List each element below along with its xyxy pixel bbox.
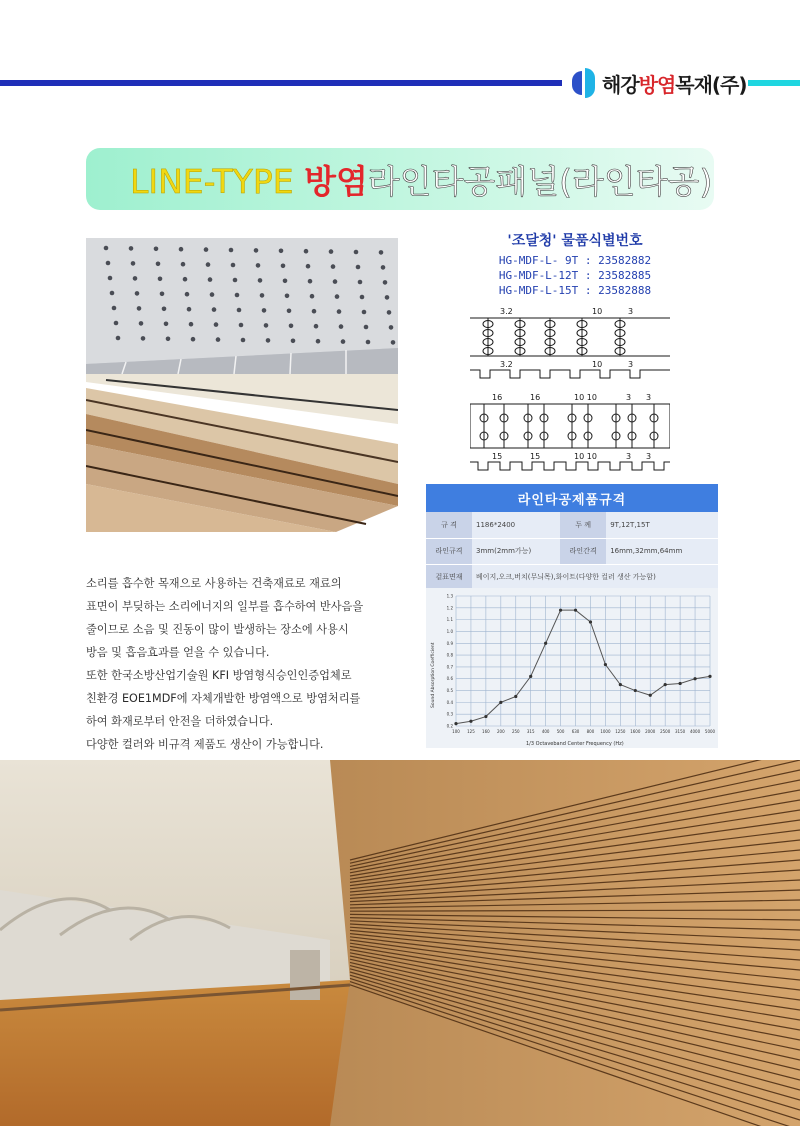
spec-table-title: 라인타공제품규격 [426, 484, 718, 512]
perforation-hole [106, 261, 111, 266]
chart-data-point [634, 689, 637, 692]
perforation-hole [383, 280, 388, 285]
chart-x-tick: 250 [511, 729, 520, 734]
perforation-hole [337, 309, 342, 314]
perforation-hole [237, 308, 242, 313]
diagram-label-low-a: 15 [492, 452, 503, 461]
product-id-12t: HG-MDF-L-12T : 23582885 [498, 269, 652, 282]
company-logo-icon [572, 68, 596, 98]
chart-y-tick: 0.4 [446, 699, 453, 705]
perforation-hole [254, 248, 259, 253]
chart-data-point [604, 663, 607, 666]
chart-data-point [529, 675, 532, 678]
perforation-hole [212, 307, 217, 312]
perforation-hole [341, 339, 346, 344]
company-name-suffix: 목재(주) [675, 72, 747, 97]
chart-x-tick: 800 [586, 729, 595, 734]
panel-profile-diagram [470, 304, 670, 480]
diagram-label-bot-c: 10 10 [574, 393, 597, 402]
description-line: 소리를 흡수한 목재으로 사용하는 건축재료로 재료의 [86, 577, 342, 590]
diagram-label-top-a: 3.2 [500, 307, 513, 316]
perforation-hole [356, 265, 361, 270]
chart-x-tick: 125 [467, 729, 475, 734]
description-line: 방음 및 흡음효과를 얻을 수 있습니다. [86, 646, 270, 659]
chart-data-point [693, 677, 696, 680]
spec-value: 베이지,오크,버치(무늬목),화이트(다양한 컬러 생산 가능함) [472, 564, 718, 590]
perforation-hole [260, 293, 265, 298]
perforation-hole [162, 307, 167, 312]
diagram-label-top-b: 10 [592, 307, 603, 316]
perforation-hole [229, 248, 234, 253]
chart-x-tick: 1250 [615, 729, 626, 734]
spec-key: 겉표면재 [426, 564, 472, 590]
chart-x-tick: 2000 [645, 729, 656, 734]
perforation-hole [339, 324, 344, 329]
perforation-hole [206, 262, 211, 267]
perforation-hole [310, 294, 315, 299]
perforation-hole [164, 322, 169, 327]
perforation-hole [281, 264, 286, 269]
chart-data-point [544, 642, 547, 645]
product-id-list [430, 253, 720, 298]
product-id-9t: HG-MDF-L- 9T : 23582882 [498, 254, 652, 267]
perforation-hole [304, 249, 309, 254]
chart-y-tick: 1.3 [446, 593, 453, 599]
perforation-hole [312, 309, 317, 314]
perforation-hole [214, 322, 219, 327]
title-part-line-type: LINE-TYPE [130, 161, 305, 201]
chart-y-label: Sound Absorption Coefficient [431, 642, 436, 708]
perforation-hole [279, 249, 284, 254]
company-name-prefix: 해강 [602, 72, 639, 97]
chart-y-tick: 1.1 [446, 617, 453, 623]
perforation-hole [110, 291, 115, 296]
chart-data-point [514, 695, 517, 698]
chart-x-tick: 4000 [689, 729, 701, 734]
perforation-hole [381, 265, 386, 270]
description-line: 친환경 EOE1MDF에 자체개발한 방염액으로 방염처리를 [86, 692, 361, 705]
perforation-hole [181, 262, 186, 267]
chart-x-tick: 1000 [600, 729, 611, 734]
perforation-hole [256, 263, 261, 268]
perforation-hole [131, 261, 136, 266]
chart-y-tick: 1.0 [446, 628, 453, 634]
perforation-hole [116, 336, 121, 341]
perforation-hole [133, 276, 138, 281]
perforation-hole [306, 264, 311, 269]
perforation-hole [379, 250, 384, 255]
installation-photo [0, 760, 800, 1126]
chart-data-point [679, 682, 682, 685]
diagram-label-low-c: 10 10 [574, 452, 597, 461]
perforation-hole [233, 278, 238, 283]
spec-row [426, 564, 718, 590]
perforation-hole [289, 324, 294, 329]
perforation-hole [366, 340, 371, 345]
perforation-hole [129, 246, 134, 251]
diagram-label-bot-e: 3 [646, 393, 652, 402]
chart-y-tick: 0.8 [446, 652, 453, 658]
perforation-hole [210, 292, 215, 297]
chart-y-tick: 0.7 [446, 664, 453, 670]
perforation-hole [235, 293, 240, 298]
perforation-hole [360, 295, 365, 300]
spec-row [426, 538, 718, 564]
spec-row [426, 512, 718, 538]
chart-x-tick: 2500 [660, 729, 671, 734]
spec-key: 규 격 [426, 512, 472, 538]
perforation-hole [354, 250, 359, 255]
perforation-hole [154, 247, 159, 252]
perforation-hole [183, 277, 188, 282]
perforation-hole [389, 325, 394, 330]
perforation-hole [335, 294, 340, 299]
perforation-hole [385, 295, 390, 300]
diagram-label-low-b: 15 [530, 452, 541, 461]
perforation-hole [358, 280, 363, 285]
product-description [86, 572, 406, 756]
spec-key: 라인규격 [426, 538, 472, 564]
product-id-title: '조달청' 물품식별번호 [507, 233, 643, 249]
diagram-label-low-e: 3 [646, 452, 652, 461]
chart-data-point [664, 683, 667, 686]
spec-grid [426, 512, 718, 591]
header-rule-right [748, 80, 800, 86]
perforation-hole [308, 279, 313, 284]
chart-x-tick: 200 [497, 729, 505, 734]
perforation-hole [331, 264, 336, 269]
chart-x-tick: 3150 [675, 729, 686, 734]
perforation-hole [108, 276, 113, 281]
diagram-label-mid-b: 10 [592, 360, 603, 369]
perforation-hole [141, 336, 146, 341]
perforation-hole [139, 321, 144, 326]
chart-y-tick: 1.2 [446, 605, 453, 611]
chart-data-point [499, 701, 502, 704]
perforation-hole [191, 337, 196, 342]
chart-data-point [708, 675, 711, 678]
perforation-hole [208, 277, 213, 282]
chart-data-point [454, 722, 457, 725]
title-banner [86, 148, 714, 210]
perforation-hole [333, 279, 338, 284]
perforation-hole [391, 340, 396, 345]
spec-value: 1186*2400 [472, 512, 560, 538]
chart-x-tick: 315 [526, 729, 535, 734]
diagram-label-bot-b: 16 [530, 393, 541, 402]
spec-key: 라인간격 [560, 538, 606, 564]
chart-data-point [649, 694, 652, 697]
chart-data-point [559, 609, 562, 612]
perforation-hole [204, 247, 209, 252]
chart-x-tick: 630 [571, 729, 580, 734]
perforation-hole [258, 278, 263, 283]
perforation-hole [362, 310, 367, 315]
perforation-hole [114, 321, 119, 326]
perforation-hole [216, 337, 221, 342]
description-line: 하여 화재로부터 안전을 더하였습니다. [86, 715, 274, 728]
chart-data-point [574, 609, 577, 612]
perforation-hole [239, 323, 244, 328]
company-name-red: 방염 [638, 72, 676, 97]
perforation-hole [156, 262, 161, 267]
perforation-hole [241, 338, 246, 343]
sound-absorption-chart [426, 588, 718, 748]
chart-x-tick: 160 [482, 729, 490, 734]
perforation-hole [287, 309, 292, 314]
line-panel-samples-photo [86, 374, 398, 532]
perforation-hole [160, 292, 165, 297]
chart-y-tick: 0.9 [446, 640, 453, 646]
diagram-label-bot-a: 16 [492, 393, 503, 402]
perforated-panel-photo [86, 238, 398, 374]
description-line: 다양한 컬러와 비규격 제품도 생산이 가능합니다. [86, 738, 324, 751]
chart-x-tick: 500 [556, 729, 565, 734]
chart-data-point [469, 720, 472, 723]
company-name [602, 69, 747, 98]
perforation-hole [266, 338, 271, 343]
diagram-label-mid-a: 3.2 [500, 360, 513, 369]
perforation-hole [112, 306, 117, 311]
company-logo [572, 64, 748, 102]
perforation-hole [314, 324, 319, 329]
perforation-hole [291, 339, 296, 344]
diagram-label-bot-d: 3 [626, 393, 632, 402]
chart-data-point [484, 715, 487, 718]
perforation-hole [262, 308, 267, 313]
perforation-hole [166, 337, 171, 342]
chart-x-tick: 1600 [630, 729, 641, 734]
chart-y-tick: 0.2 [446, 723, 453, 729]
spec-value: 9T,12T,15T [606, 512, 718, 538]
spec-key: 두 께 [560, 512, 606, 538]
chart-x-tick: 100 [452, 729, 460, 734]
title-part-panel: 라인타공패널(라인타공) [367, 161, 713, 201]
perforation-hole [283, 279, 288, 284]
chart-x-tick: 5000 [704, 729, 716, 734]
spec-table [426, 484, 718, 591]
perforation-hole [364, 325, 369, 330]
perforation-hole [189, 322, 194, 327]
header-rule-left [0, 80, 562, 86]
chart-y-tick: 0.6 [446, 676, 453, 682]
description-line: 또한 한국소방산업기술원 KFI 방염형식승인인증업체로 [86, 669, 352, 682]
description-line: 표면이 부딪하는 소리에너지의 일부를 흡수하여 반사음을 [86, 600, 364, 613]
perforation-hole [104, 246, 109, 251]
chart-y-tick: 0.5 [446, 688, 453, 694]
perforation-hole [264, 323, 269, 328]
chart-x-tick: 400 [541, 729, 550, 734]
perforation-hole [187, 307, 192, 312]
perforation-hole [285, 294, 290, 299]
diagram-label-top-c: 3 [628, 307, 634, 316]
perforation-hole [185, 292, 190, 297]
perforation-hole [137, 306, 142, 311]
spec-value: 16mm,32mm,64mm [606, 538, 718, 564]
product-id-15t: HG-MDF-L-15T : 23582888 [498, 284, 652, 297]
perforation-hole [329, 249, 334, 254]
perforation-hole [387, 310, 392, 315]
perforation-hole [158, 277, 163, 282]
perforation-hole [316, 339, 321, 344]
diagram-label-mid-c: 3 [628, 360, 634, 369]
perforation-hole [231, 263, 236, 268]
title-part-fireproof: 방염 [304, 161, 368, 201]
perforation-hole [179, 247, 184, 252]
chart-data-point [589, 620, 592, 623]
chart-y-tick: 0.3 [446, 711, 453, 717]
spec-value: 3mm(2mm가능) [472, 538, 560, 564]
page-title [130, 156, 712, 203]
chart-x-label: 1/3 Octaveband Center Frequency (Hz) [526, 741, 624, 747]
chart-data-point [619, 683, 622, 686]
description-line: 줄이므로 소음 및 진동이 많이 발생하는 장소에 사용시 [86, 623, 349, 636]
perforation-hole [135, 291, 140, 296]
diagram-label-low-d: 3 [626, 452, 632, 461]
